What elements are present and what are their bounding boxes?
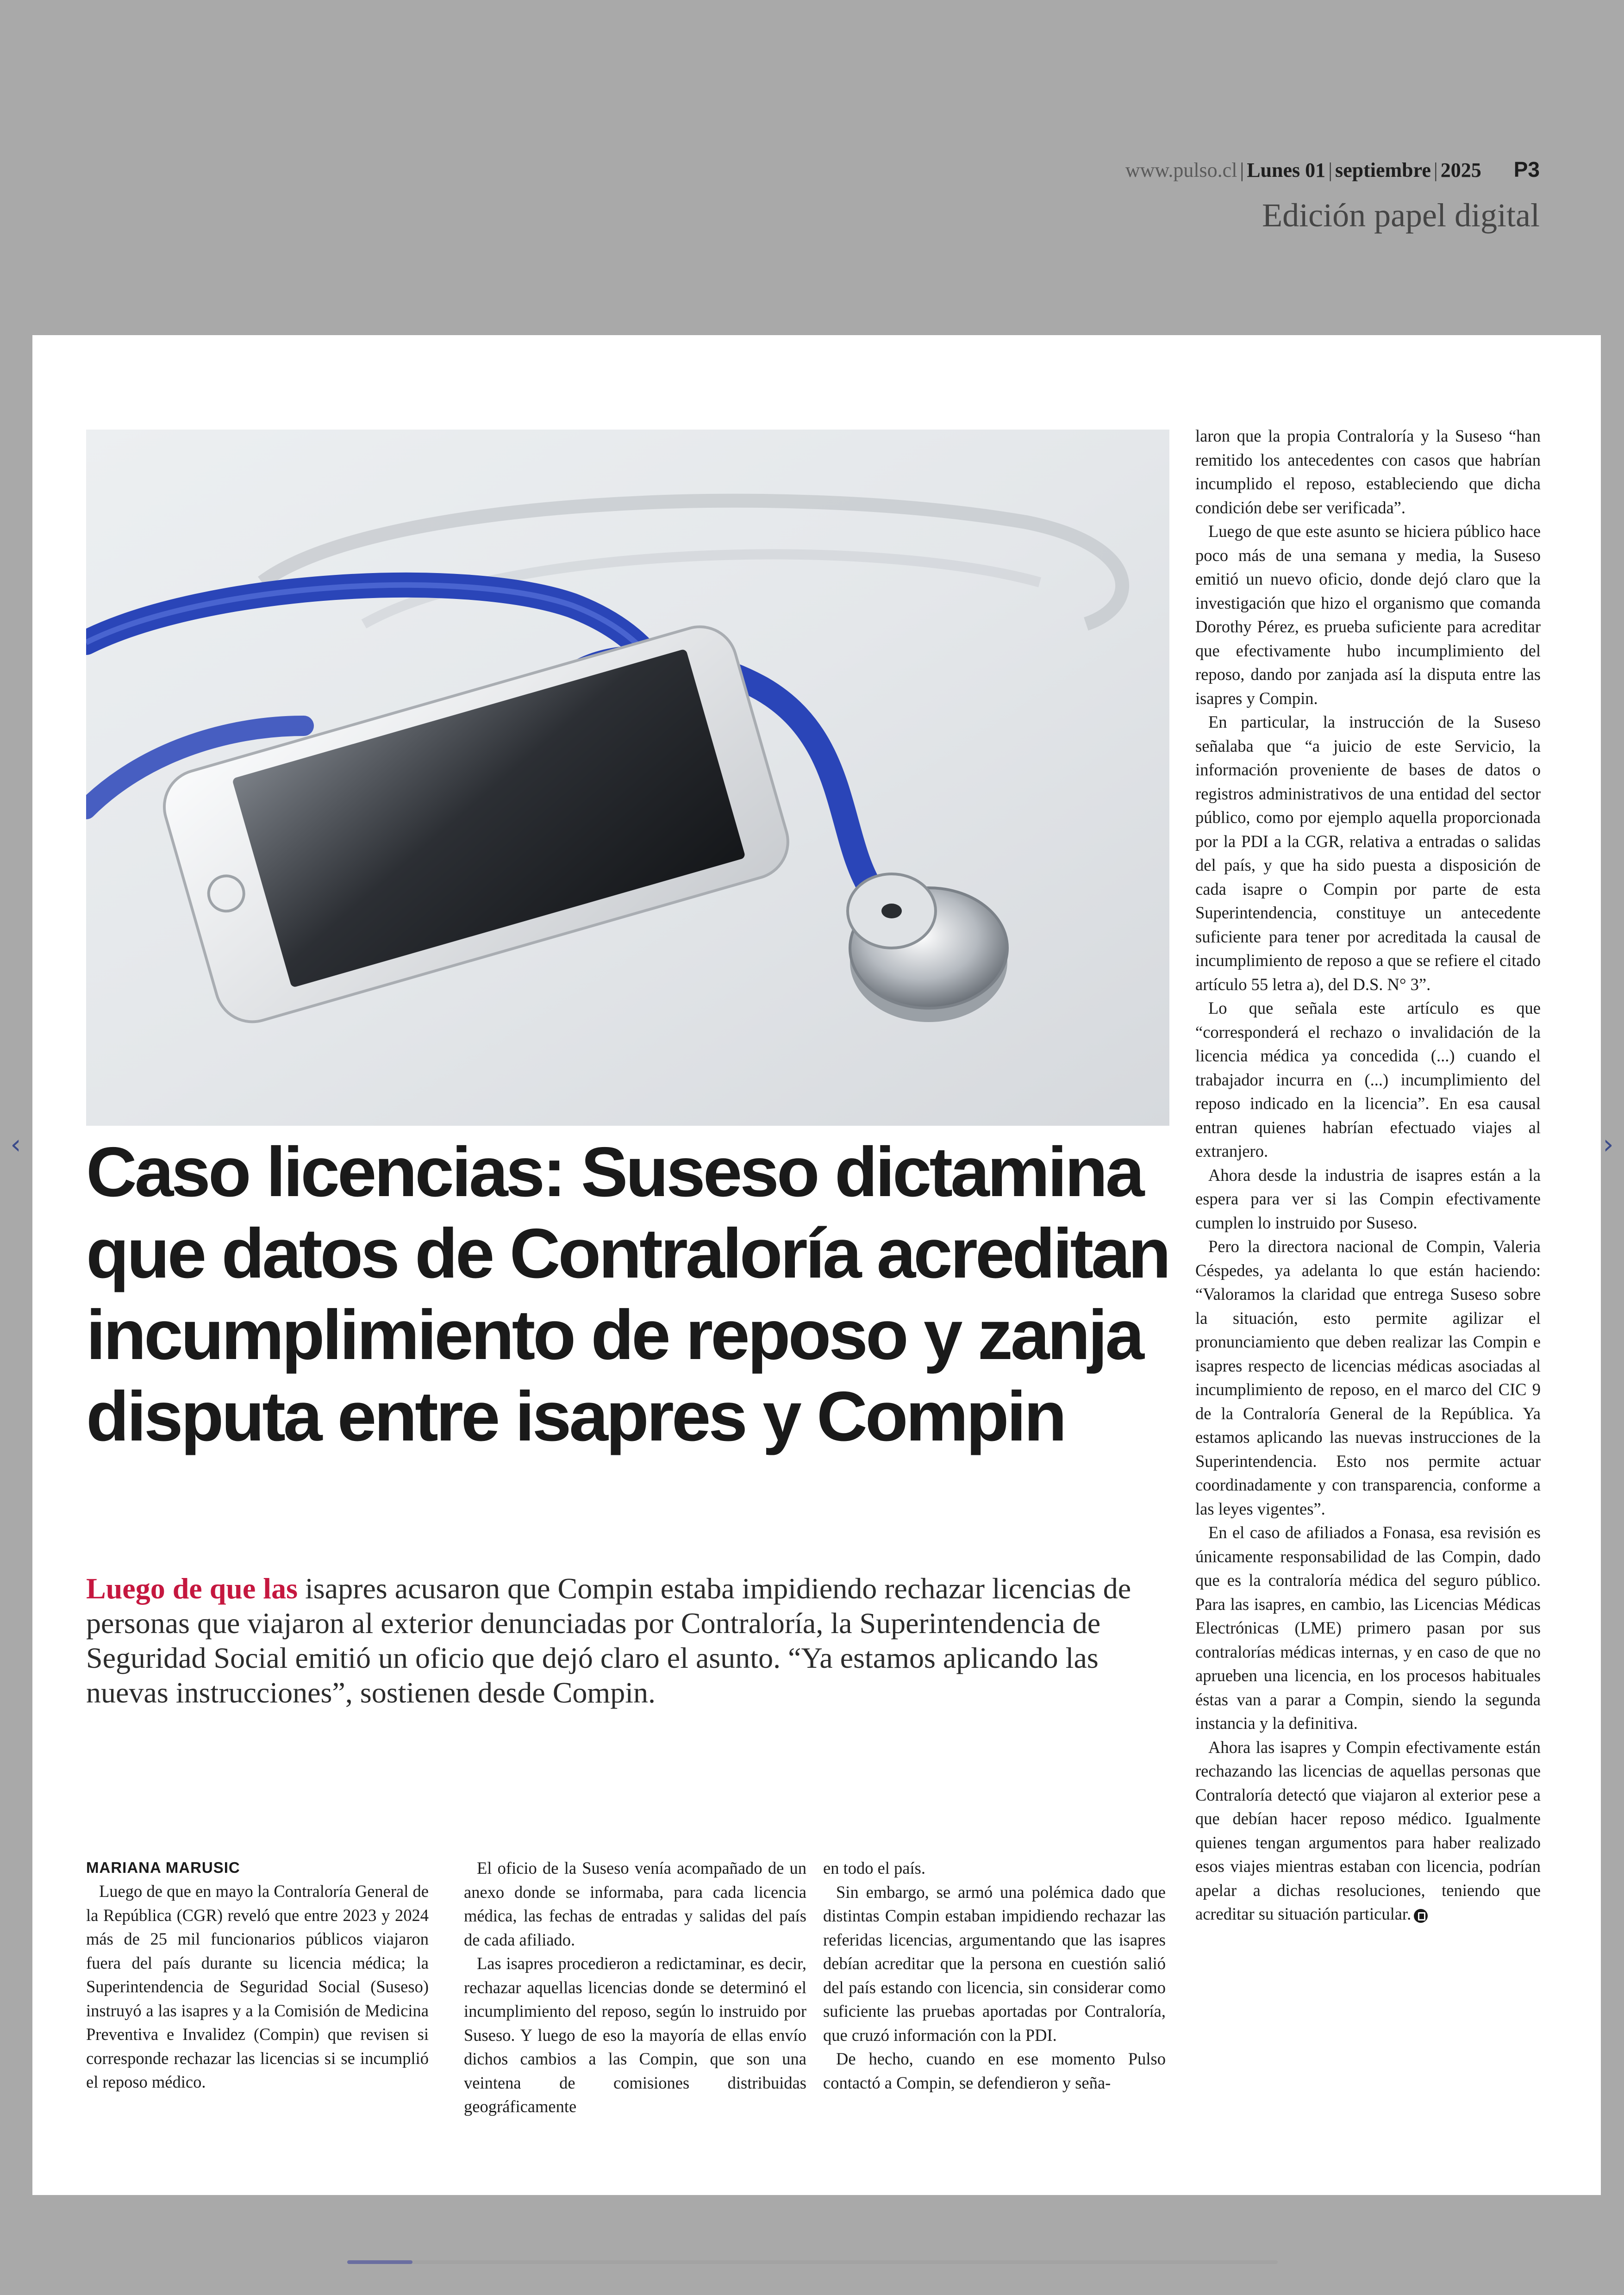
paragraph: Sin embargo, se armó una polémica dado que distintas Compin estaban impidiendo rechazar las referidas licencias, argumentando que las isapres debían acreditar que la persona en cuestión salió del país estando con licencia, sin considerar como suficiente las pruebas aportadas por Contraloría, que cruzó información con la PDI. [823, 1882, 1166, 2045]
paragraph: Luego de que en mayo la Contraloría General de la República (CGR) reveló que entre 2023 y 2024 más de 25 mil funcionarios públicos viajaron fuera del país durante su licencia médica; la Superintendencia de Seguridad Social (Suseso) instruyó a las isapres y a la Comisión de Medicina Preventiva e Invalidez (Compin) que revisen si corresponde rechazar las licencias si se incumplió el reposo médico. [86, 1882, 429, 2091]
paragraph: Las isapres procedieron a redictaminar, es decir, rechazar aquellas licencias donde se determinó el incumplimiento del reposo, según lo instruido por Suseso. Y luego de eso la mayoría de ellas envío dichos cambios a las Compin, que son una veintena de comisiones distribuidas geográficamente [464, 1954, 806, 2116]
headline: Caso licencias: Suseso dictamina que datos de Contraloría acreditan incumplimiento de reposo y zanja disputa entre isapres y Compin [86, 1133, 1169, 1456]
lead-paragraph [86, 1571, 1179, 1710]
page-header [799, 157, 1540, 236]
newspaper-page [32, 335, 1601, 2195]
paragraph: en todo el país. [823, 1858, 925, 1877]
paragraph [1195, 1735, 1541, 1926]
paragraph: Luego de que este asunto se hiciera público hace poco más de una semana y media, la Suseso emitió un nuevo oficio, donde dejó claro que la investigación que hizo el organismo que comanda Dorothy Pérez, es prueba suficiente para acreditar que efectivamente hubo incumplimiento del reposo, dando por zanjada así la disputa entre las isapres y Compin. [1195, 522, 1541, 708]
article-column-2 [464, 1856, 806, 2119]
article-column-4 [1195, 424, 1541, 1926]
paragraph: laron que la propia Contraloría y la Suseso “han remitido los antecedentes con casos que habrían incumplido el reposo, estableciendo que dicha condición debe ser verificada”. [1195, 426, 1541, 517]
end-mark-icon [1414, 1909, 1428, 1923]
byline: MARIANA MARUSIC [86, 1859, 240, 1876]
article-column-1 [86, 1856, 429, 2094]
dateline: www.pulso.cl | Lunes 01 | septiembre | 2025 P3 [1125, 157, 1540, 181]
edition-label: Edición papel digital [1262, 197, 1540, 234]
paragraph: Lo que señala este artículo es que “corresponderá el rechazo o invalidación de la licencia médica ya concedida (...) cuando el trabajador incurra en (...) incumplimiento del reposo indicado en la licencia”. En esa causal entran quienes habrían efectuado viajes al extranjero. [1195, 998, 1541, 1160]
chevron-left-icon[interactable]: ‹ [10, 1129, 21, 1160]
paragraph: En el caso de afiliados a Fonasa, esa revisión es únicamente responsabilidad de las Compin, dado que es la contraloría médica del seguro público. Para las isapres, en cambio, las Licencias Médicas Electrónicas (LME) primero pasan por sus contralorías médicas internas, y en caso de que no aprueben una licencia, en los procesos habituales éstas van a parar a Compin, siendo la segunda instancia y la definitiva. [1195, 1523, 1541, 1733]
page-number: P3 [1513, 157, 1540, 181]
lead-kicker: Luego de que las [86, 1572, 298, 1605]
paragraph: De hecho, cuando en ese momento Pulso contactó a Compin, se defendieron y seña- [823, 2049, 1166, 2092]
paragraph: En particular, la instrucción de la Suseso señalaba que “a juicio de este Servicio, la información proveniente de bases de datos o registros administrativos de una entidad del sector público, como por ejemplo aquella proporcionada por la PDI a la CGR, relativa a entradas o salidas del país, y que ha sido puesta a disposición de cada isapre o Compin por parte de esta Superintendencia, constituye un antecedente suficiente para tener por acreditada la causal de incumplimiento de reposo a que se refiere el citado artículo 55 letra a), del D.S. N° 3”. [1195, 712, 1541, 994]
reading-progress-bar[interactable] [347, 2260, 1278, 2264]
lead-text: isapres acusaron que Compin estaba impidiendo rechazar licencias de personas que viajaron al exterior denunciadas por Contraloría, la Superintendencia de Seguridad Social emitió un oficio que dejó claro el asunto. “Ya estamos aplicando las nuevas instrucciones”, sostienen desde Compin. [86, 1572, 1131, 1709]
paragraph-text: Ahora las isapres y Compin efectivamente están rechazando las licencias de aquellas personas que Contraloría detectó que viajaron al exterior pese a que debían hacer reposo médico. Igualmente quienes tengan argumentos para haber realizado esos viajes mientras estaban con licencia, podrían apelar a dichas resoluciones, teniendo que acreditar su situación particular. [1195, 1737, 1541, 1923]
paragraph: Pero la directora nacional de Compin, Valeria Céspedes, ya adelanta lo que están haciendo: “Valoramos la claridad que entrega Suseso sobre la situación, esto permite agilizar el pronunciamiento que deben realizar las Compin e isapres respecto de licencias médicas asociadas al incumplimiento de reposo, en el marco del CIC 9 de la Contraloría General de la República. Ya estamos aplicando las nuevas instrucciones de la Superintendencia. Esto nos permite actuar coordinadamente y con transparencia, conforme a las leyes vigentes”. [1195, 1237, 1541, 1518]
paragraph: Ahora desde la industria de isapres están a la espera para ver si las Compin efectivamente cumplen lo instruido por Suseso. [1195, 1165, 1541, 1232]
article-photo [86, 430, 1169, 1126]
date-year: 2025 [1440, 159, 1481, 181]
reading-progress-fill [347, 2260, 412, 2264]
article-column-3 [823, 1856, 1166, 2095]
paragraph: El oficio de la Suseso venía acompañado de un anexo donde se informaba, para cada licencia médica, las fechas de entradas y salidas del país de cada afiliado. [464, 1858, 806, 1949]
site-link[interactable]: www.pulso.cl [1125, 159, 1237, 181]
date-month: septiembre [1335, 159, 1431, 181]
chevron-right-icon[interactable]: › [1603, 1129, 1614, 1160]
date-day: Lunes 01 [1247, 159, 1326, 181]
